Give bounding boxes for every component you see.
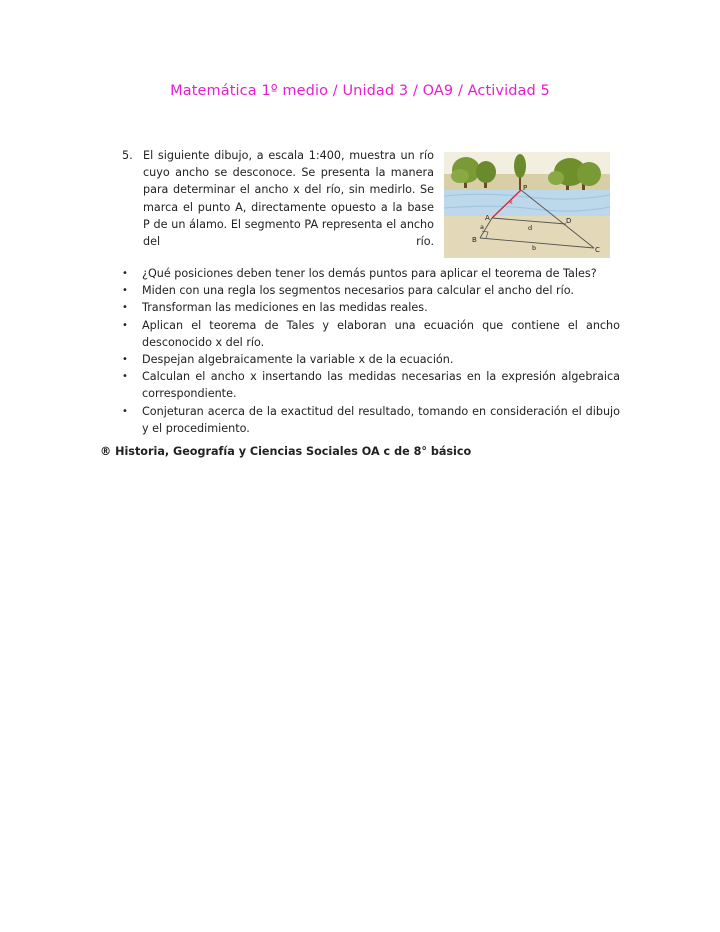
label-a: A <box>485 214 490 222</box>
page-title: Matemática 1º medio / Unidad 3 / OA9 / Actividad 5 <box>170 83 550 99</box>
bullet-icon: • <box>122 319 128 331</box>
bullet-icon: • <box>122 354 128 366</box>
label-b: B <box>472 236 477 244</box>
activity-list <box>122 265 620 437</box>
bullet-icon: • <box>122 371 128 383</box>
label-p: P <box>523 184 528 192</box>
list-item: • Conjeturan acerca de la exactitud del resultado, tomando en consideración el dibujo y el procedimiento. <box>122 404 620 435</box>
list-item: • Miden con una regla los segmentos necesarios para calcular el ancho del río. <box>122 282 620 299</box>
list-item: • Despejan algebraicamente la variable x de la ecuación. <box>122 351 620 368</box>
bullet-icon: • <box>122 302 128 314</box>
label-d-small: d <box>528 224 533 232</box>
bullet-icon: • <box>122 268 128 279</box>
label-c: C <box>595 246 600 254</box>
bullet-icon: • <box>122 285 128 297</box>
problem-number: 5. <box>122 149 133 162</box>
label-x: x <box>509 198 513 206</box>
list-item: • Transforman las mediciones en las medidas reales. <box>122 299 620 316</box>
list-item: • Calculan el ancho x insertando las medidas necesarias en la expresión algebraica correspondiente. <box>122 370 620 401</box>
problem-text: El siguiente dibujo, a escala 1:400, muestra un río cuyo ancho se desconoce. Se presenta la manera para determinar el ancho x del río, sin medirlo. Se marca el punto A, directamente opuesto a la base P de un álamo. El segmento PA representa el ancho del río. <box>143 149 434 249</box>
bullet-icon: • <box>122 405 128 417</box>
label-b-small: b <box>532 244 537 252</box>
list-item: • ¿Qué posiciones deben tener los demás puntos para aplicar el teorema de Tales? <box>122 265 620 282</box>
river-diagram <box>444 152 610 258</box>
label-a-small: a <box>480 223 484 231</box>
label-d: D <box>566 217 572 225</box>
problem-5 <box>122 147 620 259</box>
source-footnote: ® Historia, Geografía y Ciencias Sociales OA c de 8° básico <box>100 445 472 458</box>
list-item: • Aplican el teorema de Tales y elaboran una ecuación que contiene el ancho desconocido x del río. <box>122 318 620 349</box>
